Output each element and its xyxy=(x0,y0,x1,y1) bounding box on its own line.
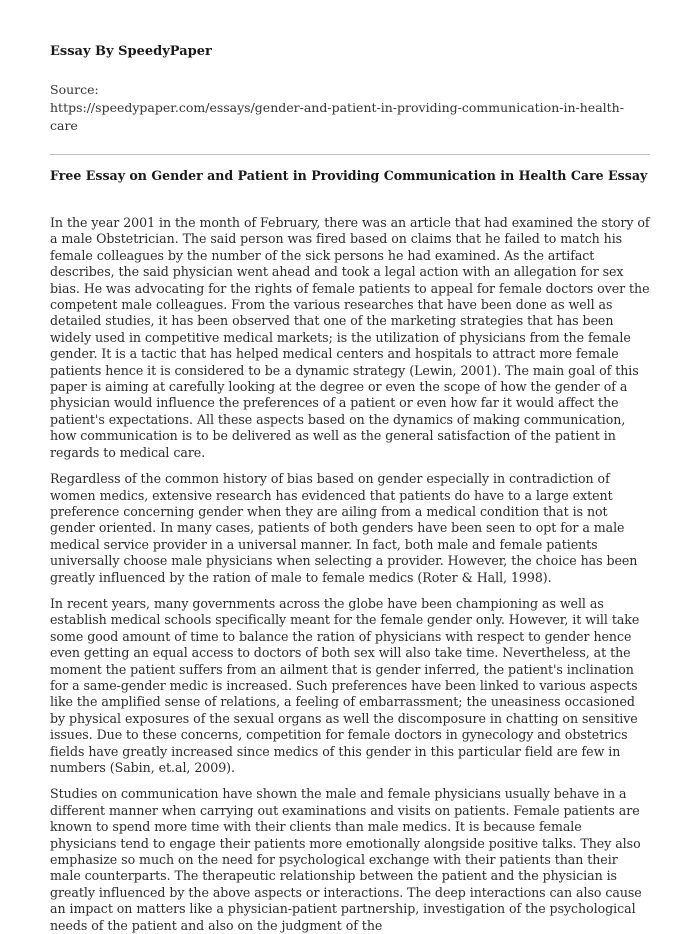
document-header xyxy=(50,0,650,135)
brand-title: Essay By SpeedyPaper xyxy=(50,44,212,59)
source-label: Source: xyxy=(50,82,99,97)
paragraph-4: Studies on communication have shown the male and female physicians usually behave in a different manner when carrying out examinations and visits on patients. Female patients are known to spend more time with their clients than male medics. It is because female physicians tend to engage their patients more emotionally alongside positive talks. They also emphasize so much on the need for psychological exchange with their patients than their male counterparts. The therapeutic relationship between the patient and the physician is greatly influenced by the above aspects or interactions. The deep interactions can also cause an impact on matters like a physician-patient partnership, investigation of the psychological needs of the patient and also on the judgment of the xyxy=(50,786,642,933)
paragraph-2: Regardless of the common history of bias based on gender especially in contradiction of women medics, extensive research has evidenced that patients do have to a large extent preference concerning gender when they are ailing from a medical condition that is not gender oriented. In many cases, patients of both genders have been seen to opt for a male medical service provider in a universal manner. In fact, both male and female patients universally choose male physicians when selecting a provider. However, the choice has been greatly influenced by the ration of male to female medics (Roter & Hall, 1998). xyxy=(50,471,638,585)
essay-title: Free Essay on Gender and Patient in Providing Communication in Health Care Essay xyxy=(50,168,648,183)
source-url: https://speedypaper.com/essays/gender-and-patient-in-providing-communication-in-health-care xyxy=(50,100,624,133)
paragraph-1: In the year 2001 in the month of February, there was an article that had examined the story of a male Obstetrician. The said person was fired based on claims that he failed to match his female colleagues by the number of the sick persons he had examined. As the artifact describes, the said physician went ahead and took a legal action with an allegation for sex bias. He was advocating for the rights of female patients to appeal for female doctors over the competent male colleagues. From the various researches that have been done as well as detailed studies, it has been observed that one of the marketing strategies that has been widely used in competitive medical markets; is the utilization of physicians from the female gender. It is a tactic that has helped medical centers and hospitals to attract more female patients hence it is considered to be a dynamic strategy (Lewin, 2001). The main goal of this paper is aiming at carefully looking at the degree or even the scope of how the gender of a physician would influence the preferences of a patient or even how far it would affect the patient's expectations. All these aspects based on the dynamics of making communication, how communication is to be delivered as well as the general satisfaction of the patient in regards to medical care. xyxy=(50,215,650,460)
paragraph-3: In recent years, many governments across the globe have been championing as well as establish medical schools specifically meant for the female gender only. However, it will take some good amount of time to balance the ration of physicians with respect to gender hence even getting an equal access to doctors of both sex will also take time. Nevertheless, at the moment the patient suffers from an ailment that is gender inferred, the patient's inclination for a same-gender medic is increased. Such preferences have been linked to various aspects like the amplified sense of relations, a feeling of embarrassment; the uneasiness occasioned by physical exposures of the sexual organs as well the discomposure in chatting on sensitive issues. Due to these concerns, competition for female doctors in gynecology and obstetrics fields have greatly increased since medics of this gender in this particular field are few in numbers (Sabin, et.al, 2009). xyxy=(50,595,640,775)
essay-body xyxy=(50,215,650,934)
header-divider xyxy=(50,154,650,155)
